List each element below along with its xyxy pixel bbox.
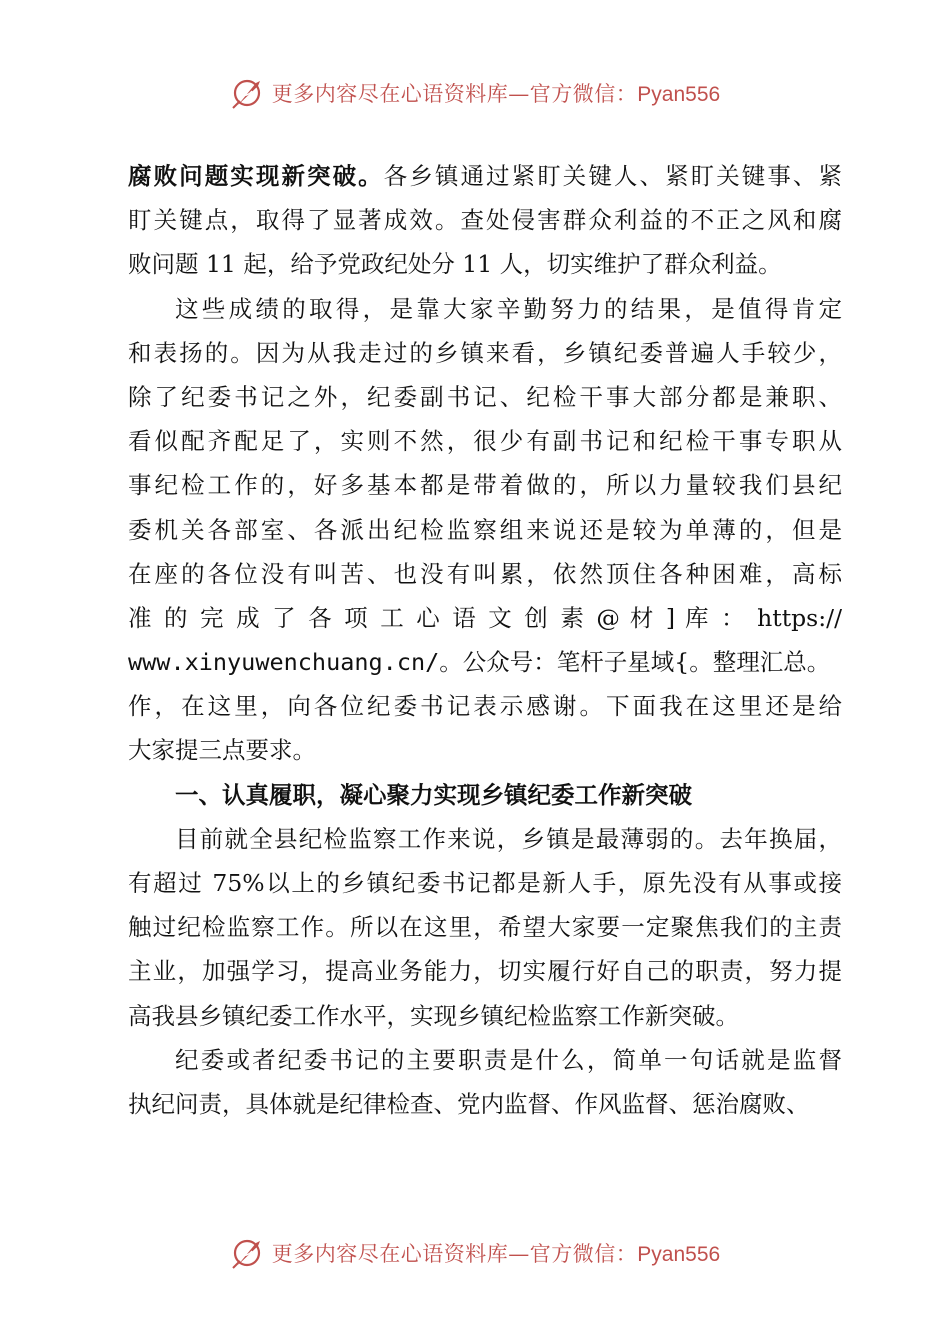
paragraph-start: 这些成绩的取得，是靠大家辛勤努力的结果，是值得肯定 (175, 294, 842, 323)
text-line: 作，在这里，向各位纪委书记表示感谢。下面我在这里还是给 (128, 692, 842, 721)
text-line: 大家提三点要求。 (128, 736, 316, 765)
banner-wechat-id: Pyan556 (637, 1243, 721, 1266)
footer-banner (0, 1228, 950, 1278)
text-line: 在座的各位没有叫苦、也没有叫累，依然顶住各种困难，高标 (128, 559, 842, 588)
text-line: 除了纪委书记之外，纪委副书记、纪检干事大部分都是兼职、 (128, 382, 842, 411)
text-line: 腐败问题实现新突破。各乡镇通过紧盯关键人、紧盯关键事、紧 (128, 162, 842, 190)
text-line: www.xinyuwenchuang.cn/。公众号：笔杆子星域{。整理汇总。 (128, 648, 831, 677)
text-line: 委机关各部室、各派出纪检监察组来说还是较为单薄的，但是 (128, 515, 842, 544)
paragraph-start: 纪委或者纪委书记的主要职责是什么，简单一句话就是监督 (175, 1045, 842, 1074)
quill-logo-icon (230, 1235, 266, 1271)
text-line: 盯关键点，取得了显著成效。查处侵害群众利益的不正之风和腐 (128, 206, 842, 235)
text-line: 和表扬的。因为从我走过的乡镇来看，乡镇纪委普遍人手较少， (128, 338, 842, 367)
text-line: 主业，加强学习，提高业务能力，切实履行好自己的职责，努力提 (128, 957, 842, 986)
document-body (128, 154, 842, 1126)
header-banner (0, 68, 950, 118)
text-line: 有超过 75%以上的乡镇纪委书记都是新人手，原先没有从事或接 (128, 869, 842, 897)
text-line: 执纪问责，具体就是纪律检查、党内监督、作风监督、惩治腐败、 (128, 1089, 810, 1118)
banner-text: 更多内容尽在心语资料库—官方微信： (271, 82, 638, 106)
text-line: 触过纪检监察工作。所以在这里，希望大家要一定聚焦我们的主责 (128, 913, 842, 942)
paragraph-start: 目前就全县纪检监察工作来说，乡镇是最薄弱的。去年换届， (175, 824, 842, 853)
text-line: 准 的 完 成 了 各 项 工 心 语 文 创 素 @ 材 ] 库 ： https:// (128, 603, 842, 632)
banner-wechat-id: Pyan556 (637, 83, 721, 106)
text-line: 高我县乡镇纪委工作水平，实现乡镇纪检监察工作新突破。 (128, 1001, 739, 1030)
text-line: 败问题 11 起，给予党政纪处分 11 人，切实维护了群众利益。 (128, 250, 782, 279)
section-heading: 一、认真履职，凝心聚力实现乡镇纪委工作新突破 (175, 780, 692, 809)
banner-text: 更多内容尽在心语资料库—官方微信： (271, 1242, 638, 1266)
quill-logo-icon (230, 75, 266, 111)
text-line: 看似配齐配足了，实则不然，很少有副书记和纪检干事专职从 (128, 427, 842, 456)
url-text: www.xinyuwenchuang.cn/ (128, 648, 440, 677)
text-line: 事纪检工作的，好多基本都是带着做的，所以力量较我们县纪 (128, 471, 842, 500)
bold-lead: 腐败问题实现新突破。 (128, 162, 384, 190)
